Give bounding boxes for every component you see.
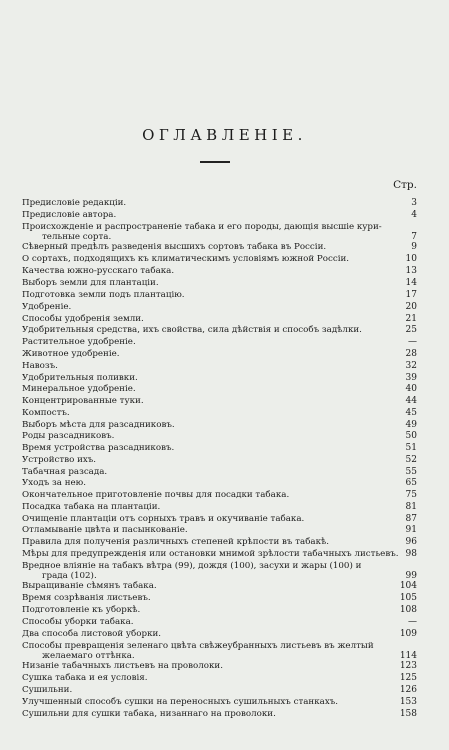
- toc-entry: [22, 709, 419, 719]
- toc-entry: [22, 408, 419, 418]
- toc-entry-title: Мѣры для предупрежденія или остановки мнимой зрѣлости табачныхъ листьевъ.: [22, 549, 399, 559]
- toc-entry-page-number: 20: [405, 302, 417, 312]
- toc-entry: [22, 478, 419, 488]
- toc-entry: [22, 431, 419, 441]
- toc-entry: [22, 302, 419, 312]
- toc-entry: [22, 561, 419, 581]
- toc-entry-title: Предисловіе автора.: [22, 210, 117, 220]
- toc-entry-page-number: 81: [405, 502, 417, 512]
- toc-entry-page-number: 21: [405, 314, 417, 324]
- toc-entry-title: Животное удобреніе.: [22, 349, 120, 359]
- toc-entry-page-number: 125: [399, 673, 417, 683]
- toc-entry-page-number: 50: [405, 431, 417, 441]
- toc-entry-title: Выборъ земли для плантаціи.: [22, 278, 159, 288]
- title-divider: [200, 161, 230, 163]
- toc-entry-title: Выборъ мѣста для разсадниковъ.: [22, 420, 175, 430]
- toc-entry-title: Роды разсадниковъ.: [22, 431, 115, 441]
- toc-entry-page-number: 104: [399, 581, 417, 591]
- toc-entry-page-number: 49: [405, 420, 417, 430]
- toc-entry: [22, 697, 419, 707]
- toc-entry: [22, 490, 419, 500]
- toc-entry-title: Происхожденіе и распространеніе табака и его породы, дающія высшіе кури-: [22, 222, 382, 232]
- toc-entry: [22, 443, 419, 453]
- toc-entry: [22, 420, 419, 430]
- toc-entry-page-number: 109: [399, 629, 417, 639]
- toc-entry-page-number: 17: [405, 290, 417, 300]
- toc-entry: [22, 337, 419, 347]
- toc-entry-page-number: —: [408, 617, 417, 627]
- toc-entry-page-number: 7: [411, 232, 417, 242]
- toc-entry: [22, 198, 419, 208]
- toc-entry: [22, 266, 419, 276]
- toc-entry: [22, 629, 419, 639]
- toc-entry-title: Способы уборки табака.: [22, 617, 134, 627]
- toc-entry-title: Подготовка земли подъ плантацію.: [22, 290, 185, 300]
- toc-entry-page-number: 65: [405, 478, 417, 488]
- toc-entry: [22, 278, 419, 288]
- toc-entry-title-continued: града (102).: [42, 571, 97, 581]
- toc-entry: [22, 384, 419, 394]
- toc-entry-title: Очищеніе плантаціи отъ сорныхъ травъ и окучиваніе табака.: [22, 514, 305, 524]
- toc-entry-title: Удобрительныя средства, ихъ свойства, сила дѣйствія и способъ задѣлки.: [22, 325, 362, 335]
- toc-entry-title: Сушильни.: [22, 685, 73, 695]
- toc-entry-page-number: 91: [405, 525, 417, 535]
- toc-entry-page-number: 123: [399, 661, 417, 671]
- toc-entry: [22, 605, 419, 615]
- toc-entry-page-number: 153: [399, 697, 417, 707]
- toc-entry: [22, 593, 419, 603]
- toc-entry: [22, 467, 419, 477]
- toc-entry: [22, 685, 419, 695]
- page-title: ОГЛАВЛЕНІЕ.: [142, 126, 307, 144]
- toc-entry-title: Удобрительныя поливки.: [22, 373, 138, 383]
- toc-entry-title: Удобреніе.: [22, 302, 72, 312]
- toc-entry: [22, 361, 419, 371]
- toc-entry-title: Навозъ.: [22, 361, 58, 371]
- toc-entry-page-number: 13: [405, 266, 417, 276]
- toc-entry-title: Улучшенный способъ сушки на переносныхъ сушильныхъ станкахъ.: [22, 697, 339, 707]
- toc-entry-title: Качества южно-русскаго табака.: [22, 266, 175, 276]
- toc-entry: [22, 581, 419, 591]
- toc-entry: [22, 617, 419, 627]
- toc-entry: [22, 210, 419, 220]
- toc-entry-page-number: 55: [405, 467, 417, 477]
- toc-entry-page-number: 105: [399, 593, 417, 603]
- toc-entry: [22, 242, 419, 252]
- toc-entry-title: Минеральное удобреніе.: [22, 384, 136, 394]
- toc-entry-page-number: 114: [399, 651, 417, 661]
- toc-entry-title: Концентрированные туки.: [22, 396, 144, 406]
- toc-entry-title: Время созрѣванія листьевъ.: [22, 593, 151, 603]
- toc-entry-title-continued: желаемаго оттѣнка.: [42, 651, 135, 661]
- toc-entry: [22, 641, 419, 661]
- toc-entry-title: Подготовленіе къ уборкѣ.: [22, 605, 141, 615]
- toc-entry-page-number: 126: [399, 685, 417, 695]
- toc-entry-page-number: —: [408, 337, 417, 347]
- toc-entry-title: Устройство ихъ.: [22, 455, 97, 465]
- toc-entry-page-number: 25: [405, 325, 417, 335]
- toc-entry: [22, 254, 419, 264]
- toc-entry-title: Способы превращенія зеленаго цвѣта свѣжеубранныхъ листьевъ въ желтый: [22, 641, 374, 651]
- toc-entry-title: Растительное удобреніе.: [22, 337, 136, 347]
- toc-entry-page-number: 32: [405, 361, 417, 371]
- toc-entry-page-number: 39: [405, 373, 417, 383]
- toc-entry-page-number: 87: [405, 514, 417, 524]
- toc-entry-page-number: 3: [411, 198, 417, 208]
- toc-entry-page-number: 108: [399, 605, 417, 615]
- toc-entry-page-number: 4: [411, 210, 417, 220]
- toc-entry-title: Сѣверный предѣлъ разведенія высшихъ сортовъ табака въ Россіи.: [22, 242, 327, 252]
- toc-entry-page-number: 52: [405, 455, 417, 465]
- toc-entry-page-number: 51: [405, 443, 417, 453]
- toc-entry-title: Табачная разсада.: [22, 467, 108, 477]
- toc-entry: [22, 549, 419, 559]
- toc-entry: [22, 502, 419, 512]
- toc-entry-page-number: 45: [405, 408, 417, 418]
- toc-entry: [22, 290, 419, 300]
- toc-entry-title: Посадка табака на плантаціи.: [22, 502, 161, 512]
- toc-entry-page-number: 28: [405, 349, 417, 359]
- toc-entry-title: Правила для полученія различныхъ степеней крѣпости въ табакѣ.: [22, 537, 330, 547]
- toc-entry-title: Выращиваніе сѣмянъ табака.: [22, 581, 157, 591]
- toc-entry: [22, 525, 419, 535]
- toc-entry: [22, 661, 419, 671]
- toc-entry-title: О сортахъ, подходящихъ къ климатическимъ условіямъ южной Россіи.: [22, 254, 350, 264]
- toc-entry-page-number: 98: [405, 549, 417, 559]
- toc-entry-title: Уходъ за нею.: [22, 478, 86, 488]
- toc-entry: [22, 514, 419, 524]
- toc-entry-page-number: 10: [405, 254, 417, 264]
- toc-entry-page-number: 99: [405, 571, 417, 581]
- page-column-header: Стр.: [393, 179, 417, 191]
- toc-entry-page-number: 44: [405, 396, 417, 406]
- toc-entry-title: Время устройства разсадниковъ.: [22, 443, 175, 453]
- toc-entry-title: Отламываніе цвѣта и пасынкованіе.: [22, 525, 188, 535]
- toc-entry-title: Способы удобренія земли.: [22, 314, 144, 324]
- toc-entry-page-number: 9: [411, 242, 417, 252]
- toc-entry-title: Предисловіе редакціи.: [22, 198, 127, 208]
- toc-entry-title: Окончательное приготовленіе почвы для посадки табака.: [22, 490, 290, 500]
- toc-entry-title-continued: тельные сорта.: [42, 232, 112, 242]
- toc-entry-page-number: 96: [405, 537, 417, 547]
- toc-entry-title: Сушильни для сушки табака, низаннаго на проволоки.: [22, 709, 276, 719]
- toc-entry: [22, 325, 419, 335]
- toc-entry-title: Компостъ.: [22, 408, 70, 418]
- toc-entry-title: Два способа листовой уборки.: [22, 629, 162, 639]
- toc-entry-page-number: 14: [405, 278, 417, 288]
- toc-entry-title: Вредное вліяніе на табакъ вѣтра (99), дождя (100), засухи и жары (100) и: [22, 561, 362, 571]
- toc-entry: [22, 537, 419, 547]
- toc-entry-page-number: 158: [399, 709, 417, 719]
- toc-entry: [22, 396, 419, 406]
- toc-entry: [22, 455, 419, 465]
- toc-entry-page-number: 40: [405, 384, 417, 394]
- toc-entry-title: Низаніе табачныхъ листьевъ на проволоки.: [22, 661, 223, 671]
- toc-entry: [22, 222, 419, 242]
- toc-entry-title: Сушка табака и ея условія.: [22, 673, 148, 683]
- toc-entry: [22, 673, 419, 683]
- toc-entry: [22, 373, 419, 383]
- toc-entry: [22, 314, 419, 324]
- toc-entry-page-number: 75: [405, 490, 417, 500]
- toc-entry: [22, 349, 419, 359]
